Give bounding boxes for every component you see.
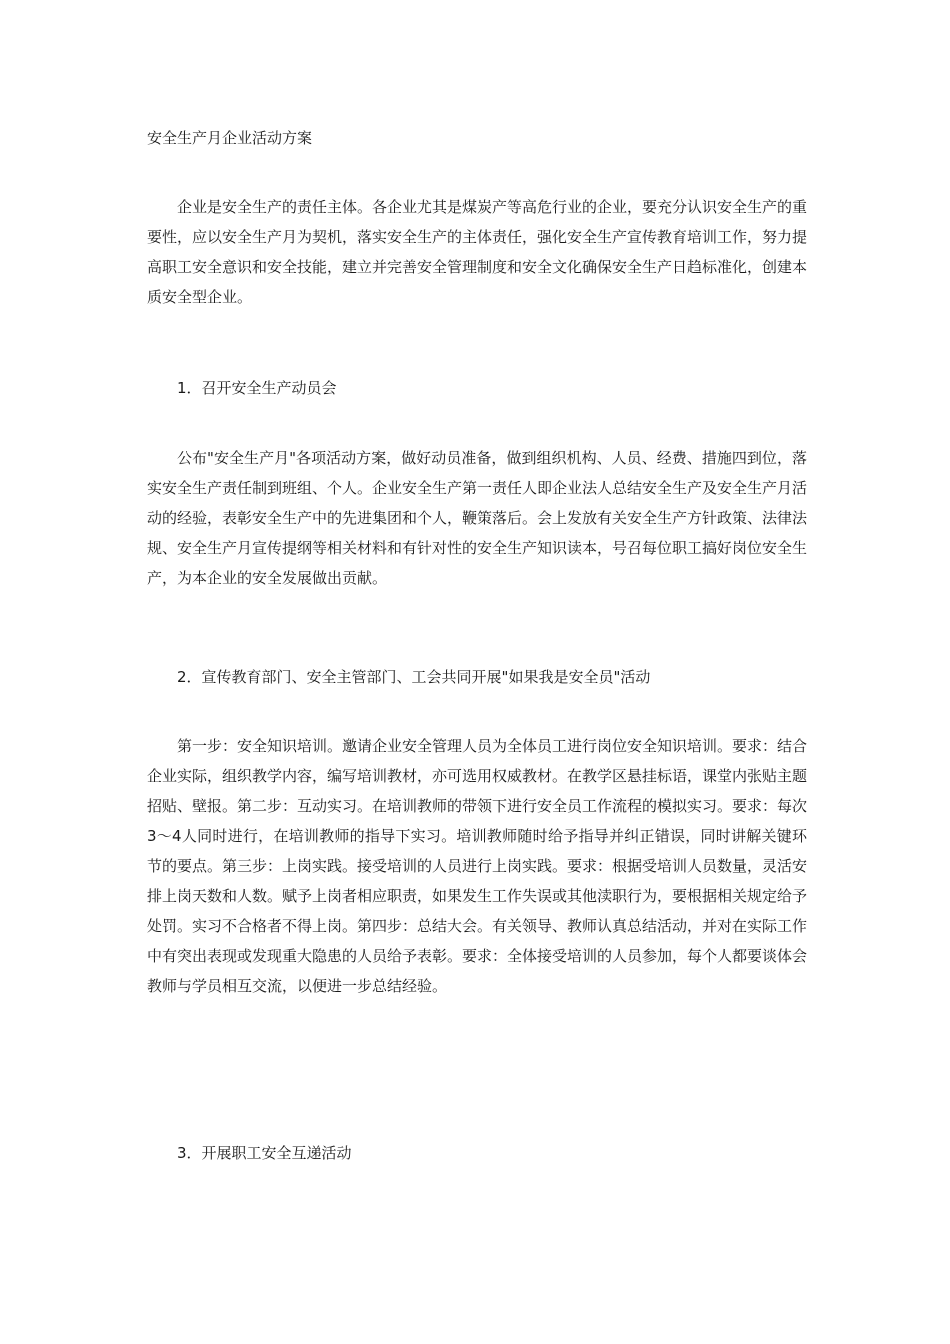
section-heading-3: 3．开展职工安全互递活动 [177, 1144, 352, 1162]
section-body-1: 公布"安全生产月"各项活动方案，做好动员准备，做到组织机构、人员、经费、措施四到位，落实安全生产责任制到班组、个人。企业安全生产第一责任人即企业法人总结安全生产及安全生产月活动的经验，表彰安全生产中的先进集团和个人，鞭策落后。会上发放有关安全生产方针政策、法律法规、安全生产月宣传提纲等相关材料和有针对性的安全生产知识读本，号召每位职工搞好岗位安全生产，为本企业的安全发展做出贡献。 [147, 449, 808, 587]
intro-paragraph: 企业是安全生产的责任主体。各企业尤其是煤炭产等高危行业的企业，要充分认识安全生产的重要性，应以安全生产月为契机，落实安全生产的主体责任，强化安全生产宣传教育培训工作，努力提高职工安全意识和安全技能，建立并完善安全管理制度和安全文化确保安全生产日趋标准化，创建本质安全型企业。 [147, 198, 808, 306]
section-heading-2: 2．宣传教育部门、安全主管部门、工会共同开展"如果我是安全员"活动 [177, 668, 651, 686]
document-title: 安全生产月企业活动方案 [147, 129, 313, 147]
section-body-2: 第一步：安全知识培训。邀请企业安全管理人员为全体员工进行岗位安全知识培训。要求：结合企业实际，组织教学内容，编写培训教材，亦可选用权威教材。在教学区悬挂标语，课堂内张贴主题招贴、壁报。第二步：互动实习。在培训教师的带领下进行安全员工作流程的模拟实习。要求：每次3～4人同时进行，在培训教师的指导下实习。培训教师随时给予指导并纠正错误，同时讲解关键环节的要点。第三步：上岗实践。接受培训的人员进行上岗实践。要求：根据受培训人员数量，灵活安排上岗天数和人数。赋予上岗者相应职责，如果发生工作失误或其他渎职行为，要根据相关规定给予处罚。实习不合格者不得上岗。第四步：总结大会。有关领导、教师认真总结活动，并对在实际工作中有突出表现或发现重大隐患的人员给予表彰。要求：全体接受培训的人员参加，每个人都要谈体会教师与学员相互交流，以便进一步总结经验。 [147, 737, 808, 995]
section-heading-1: 1．召开安全生产动员会 [177, 379, 337, 397]
